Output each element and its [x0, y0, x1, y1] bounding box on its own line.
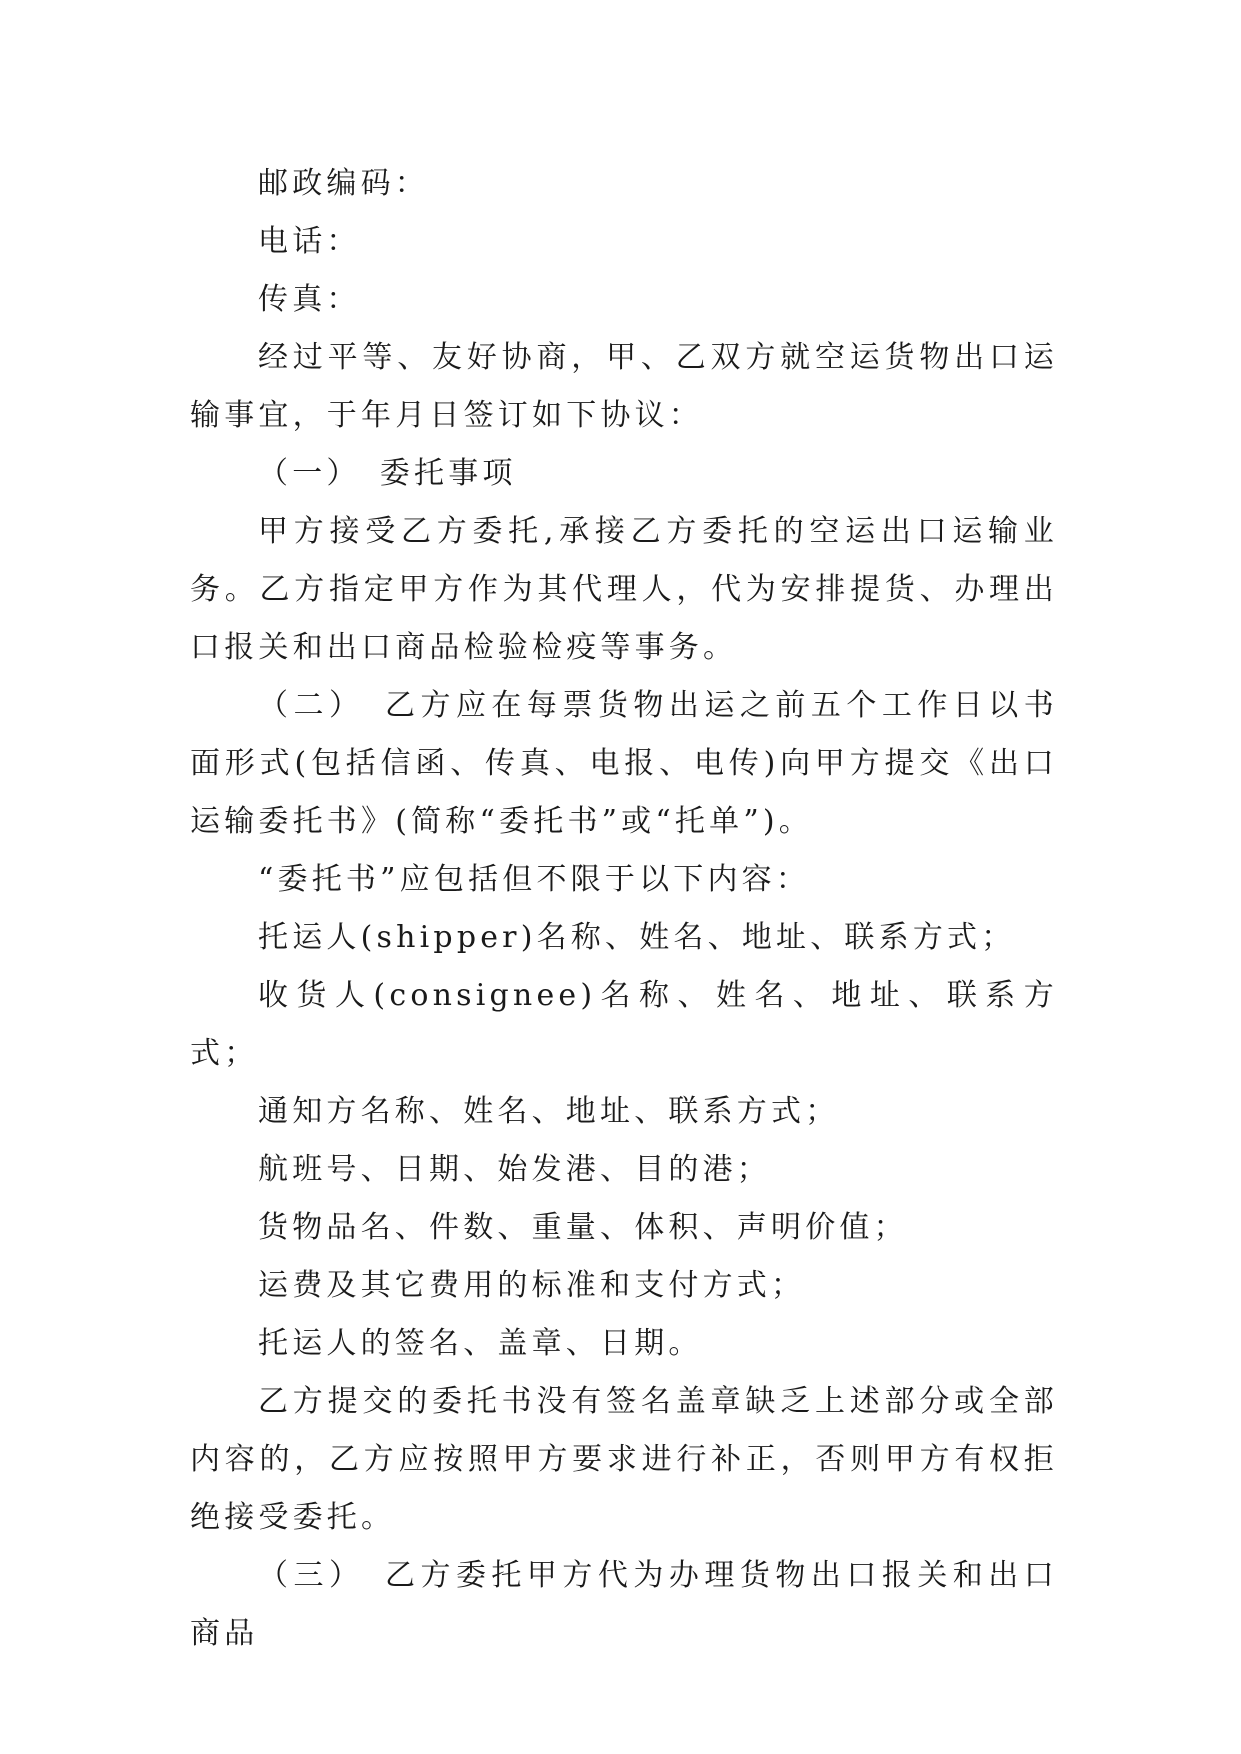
- document-body: [190, 155, 1058, 1663]
- phone-line: 电话：: [258, 224, 361, 259]
- correction-paragraph: 乙方提交的委托书没有签名盖章缺乏上述部分或全部内容的，乙方应按照甲方要求进行补正，否则甲方有权拒绝接受委托。: [190, 1384, 1058, 1535]
- list-item-flight: 航班号、日期、始发港、目的港；: [258, 1152, 771, 1187]
- list-item-freight: 运费及其它费用的标准和支付方式；: [258, 1268, 806, 1303]
- list-item-consignee: 收货人(consignee)名称、姓名、地址、联系方式；: [190, 978, 1058, 1071]
- fax-line: 传真：: [258, 282, 361, 317]
- list-item-goods: 货物品名、件数、重量、体积、声明价值；: [258, 1210, 908, 1245]
- section-2-paragraph: （二） 乙方应在每票货物出运之前五个工作日以书面形式(包括信函、传真、电报、电传)向甲方提交《出口运输委托书》(简称“委托书”或“托单”)。: [190, 688, 1058, 839]
- agreement-intro-paragraph: 经过平等、友好协商，甲、乙双方就空运货物出口运输事宜，于年月日签订如下协议：: [190, 340, 1058, 433]
- list-item-notify-party: 通知方名称、姓名、地址、联系方式；: [258, 1094, 840, 1129]
- section-1-heading: （一） 委托事项: [258, 456, 517, 491]
- list-item-shipper: 托运人(shipper)名称、姓名、地址、联系方式；: [258, 920, 1016, 955]
- entrustment-contents-intro: “委托书”应包括但不限于以下内容：: [258, 862, 811, 897]
- section-3-paragraph: （三） 乙方委托甲方代为办理货物出口报关和出口商品: [190, 1558, 1058, 1651]
- postal-code-line: 邮政编码：: [258, 166, 429, 201]
- section-1-paragraph: 甲方接受乙方委托,承接乙方委托的空运出口运输业务。乙方指定甲方作为其代理人，代为安排提货、办理出口报关和出口商品检验检疫等事务。: [190, 514, 1058, 665]
- list-item-signature: 托运人的签名、盖章、日期。: [258, 1326, 703, 1361]
